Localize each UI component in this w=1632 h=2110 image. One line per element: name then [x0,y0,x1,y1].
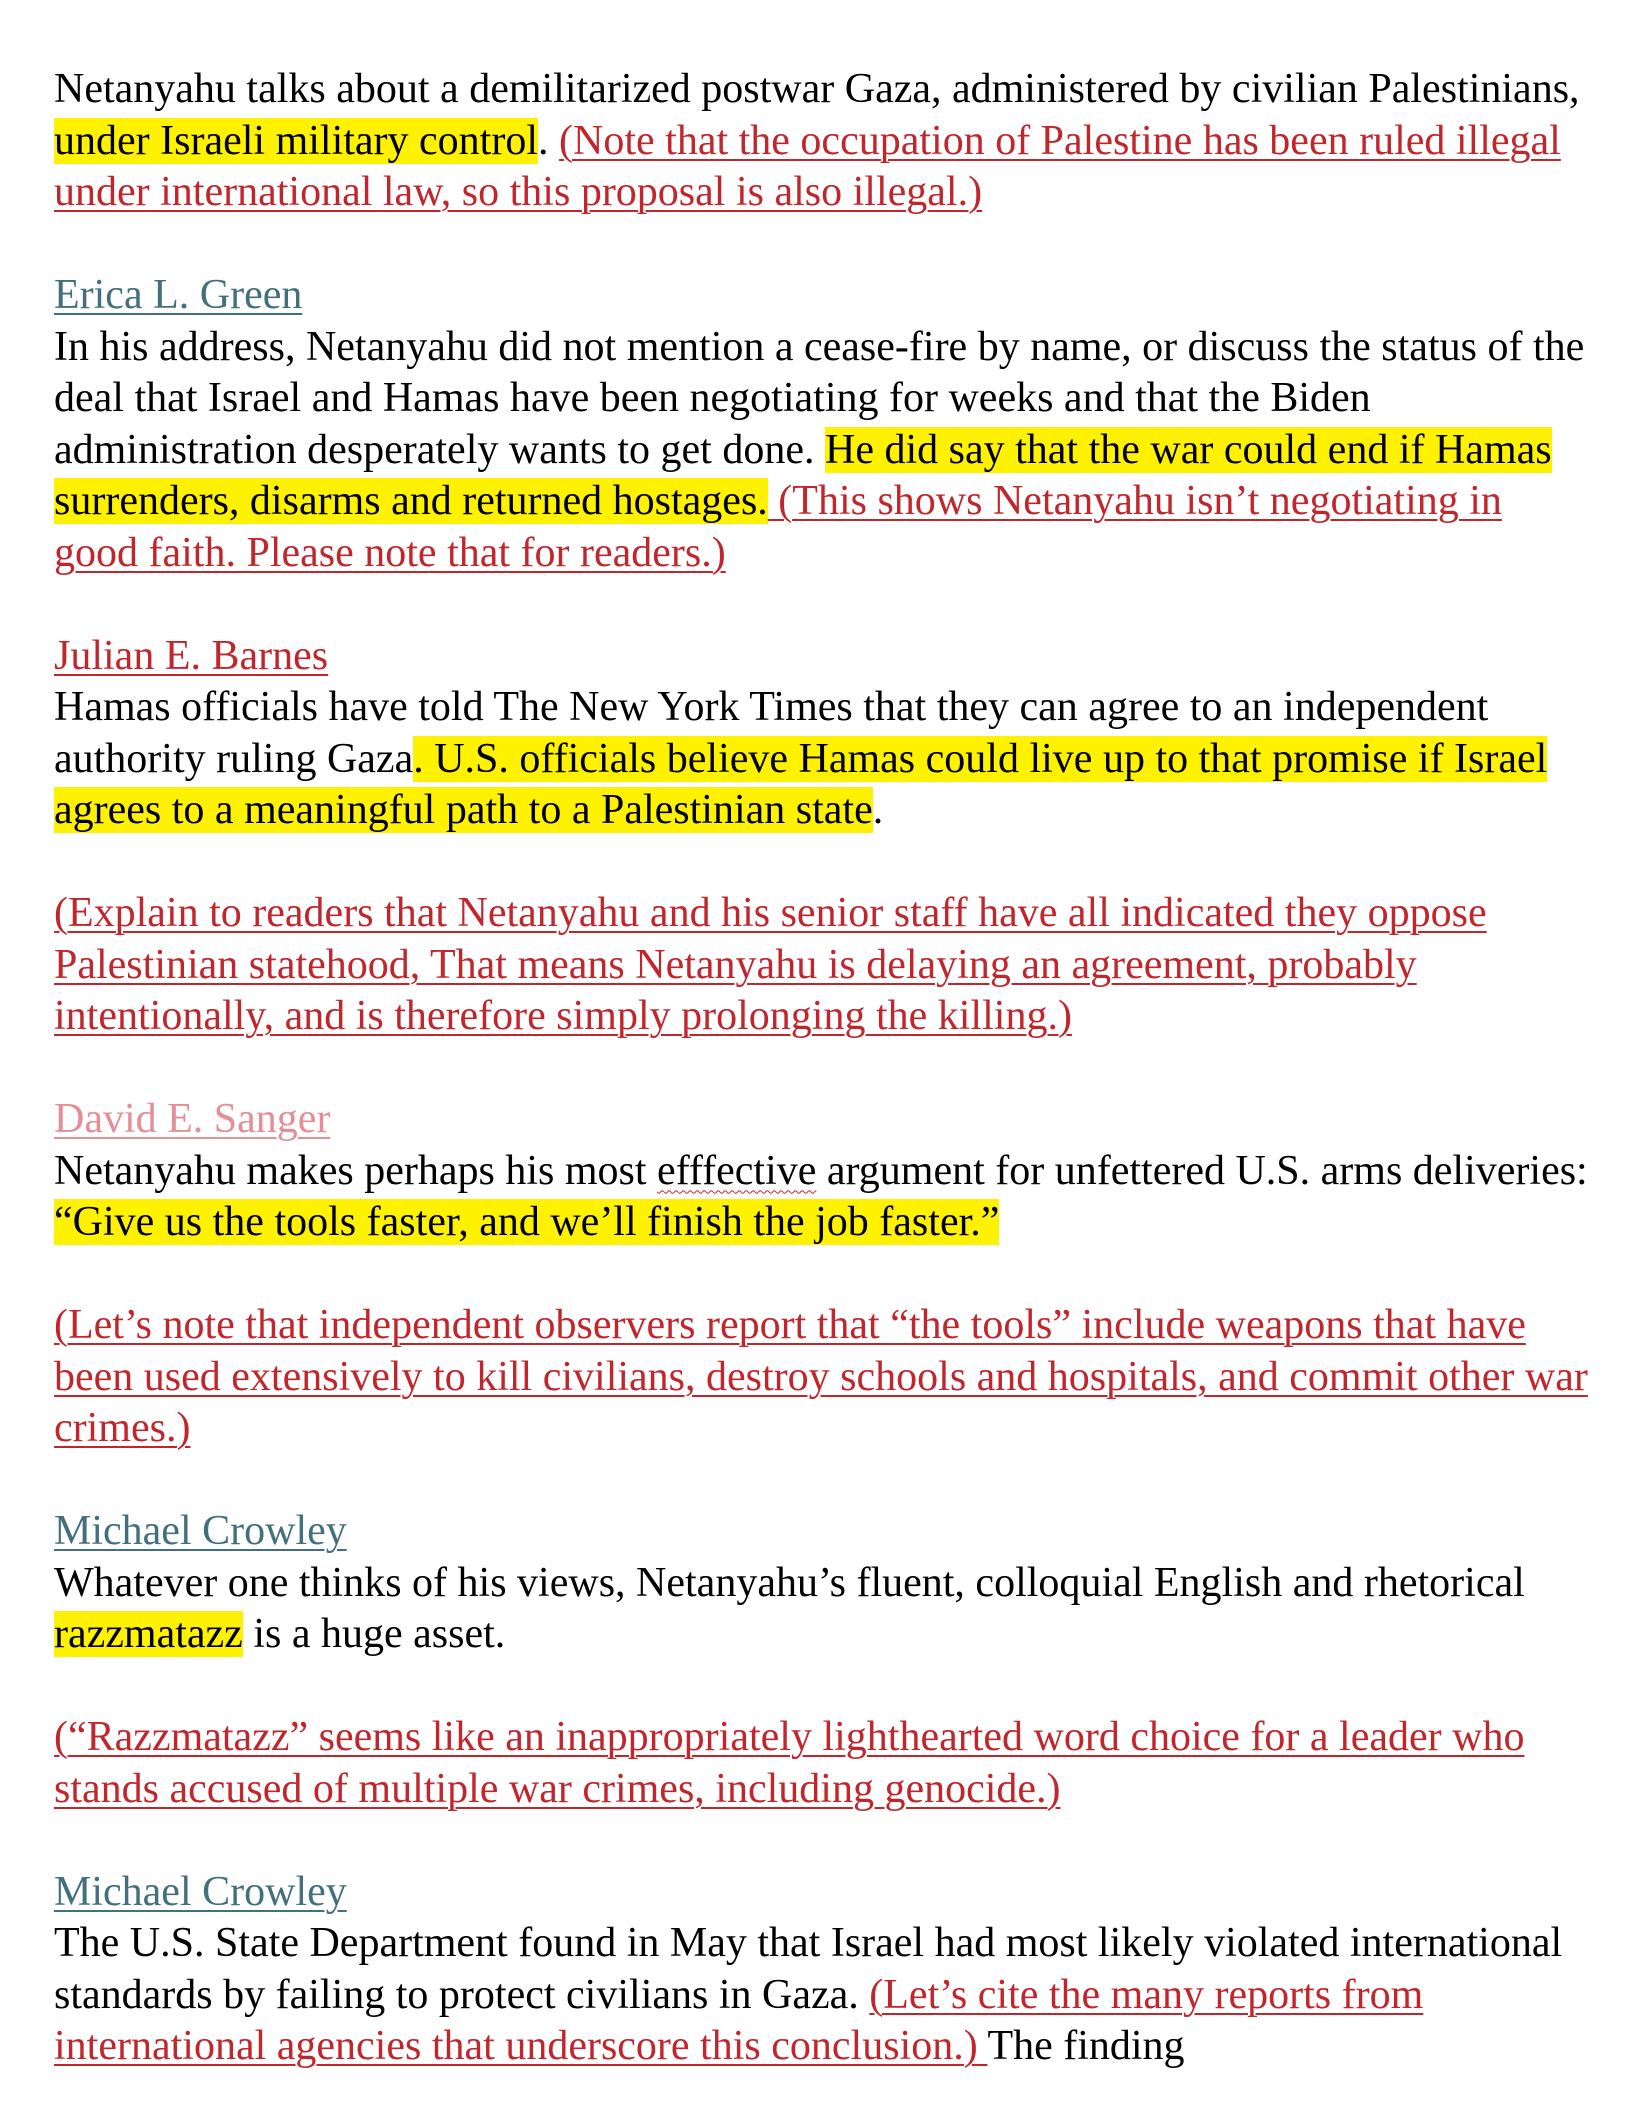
tracked-insertion-statehood: (Explain to readers that Netanyahu and his senior staff have all indicated they oppose Palestinian statehood, That means Netanyahu is delaying an agreement, probably intentionally, and is therefore simply prolonging the killing.) [54,890,1487,1039]
highlighted-text: . U.S. officials believe Hamas could live up to that promise if Israel agrees to a meaningful path to a Palestinian state [54,735,1548,833]
paragraph-spacer [54,1455,1594,1507]
paragraph-spacer [54,1661,1594,1713]
paragraph-postwar-gaza [54,64,1594,219]
body-text: The finding [987,2023,1185,2069]
author-link-michael-crowley-2[interactable]: Michael Crowley [54,1868,347,1915]
body-text: Hamas officials have told The New York Times that they can agree to an independent authority ruling Gaza [54,684,1489,782]
paragraph-spacer [54,579,1594,631]
tracked-insertion: (This shows Netanyahu isn’t negotiating in good faith. Please note that for readers.) [54,478,1502,576]
tracked-insertion: (Let’s cite the many reports from international agencies that underscore this conclusion.) [54,1971,1424,2069]
body-text: Netanyahu makes perhaps his most [54,1147,658,1194]
tracked-insertion: (Note that the occupation of Palestine has been ruled illegal under international law, so this proposal is also illegal.) [54,117,1561,215]
body-text: The U.S. State Department found in May that Israel had most likely violated international standards by failing to protect civilians in Gaza. [54,1920,1563,2018]
author-link-michael-crowley[interactable]: Michael Crowley [54,1508,347,1554]
author-link-erica-green[interactable]: Erica L. Green [54,272,303,318]
body-text: . [538,117,560,164]
author-link-david-sanger[interactable]: David E. Sanger [54,1096,331,1142]
paragraph-cease-fire [54,322,1594,580]
paragraph-arms-deliveries [54,1146,1594,1249]
body-text: Netanyahu talks about a demilitarized postwar Gaza, administered by civilian Palestinians, [54,66,1580,112]
paragraph-spacer [54,1249,1594,1301]
misspelled-word[interactable]: efffective [657,1147,817,1194]
body-text: argument for unfettered U.S. arms deliveries: [816,1147,1588,1194]
document-page [54,64,1594,2073]
paragraph-spacer [54,219,1594,271]
highlighted-text: “Give us the tools faster, and we’ll finish the job faster.” [54,1199,1000,1245]
paragraph-independent-authority [54,682,1594,837]
body-text: . [872,787,884,833]
paragraph-spacer [54,1815,1594,1867]
highlighted-text: razzmatazz [54,1611,243,1657]
body-text: is a huge asset. [242,1611,506,1657]
body-text: In his address, Netanyahu did not mention a cease-fire by name, or discuss the status of the deal that Israel and Hamas have been negotiating for weeks and that the Biden administration desperately wants to get done. [54,323,1585,473]
highlighted-text: He did say that the war could end if Hamas surrenders, disarms and returned hostages. [54,426,1552,524]
paragraph-state-department [54,1918,1594,2073]
paragraph-spacer [54,837,1594,889]
highlighted-text: under Israeli military control [54,117,539,164]
tracked-insertion-the-tools: (Let’s note that independent observers report that “the tools” include weapons that have been used extensively to kill civilians, destroy schools and hospitals, and commit other war crimes.) [54,1302,1588,1451]
author-link-julian-barnes[interactable]: Julian E. Barnes [54,632,329,679]
paragraph-razzmatazz [54,1558,1594,1661]
body-text: Whatever one thinks of his views, Netanyahu’s fluent, colloquial English and rhetorical [54,1559,1525,1606]
paragraph-spacer [54,1043,1594,1095]
tracked-insertion-razzmatazz: (“Razzmatazz” seems like an inappropriately lighthearted word choice for a leader who stands accused of multiple war crimes, including genocide.) [54,1714,1525,1812]
